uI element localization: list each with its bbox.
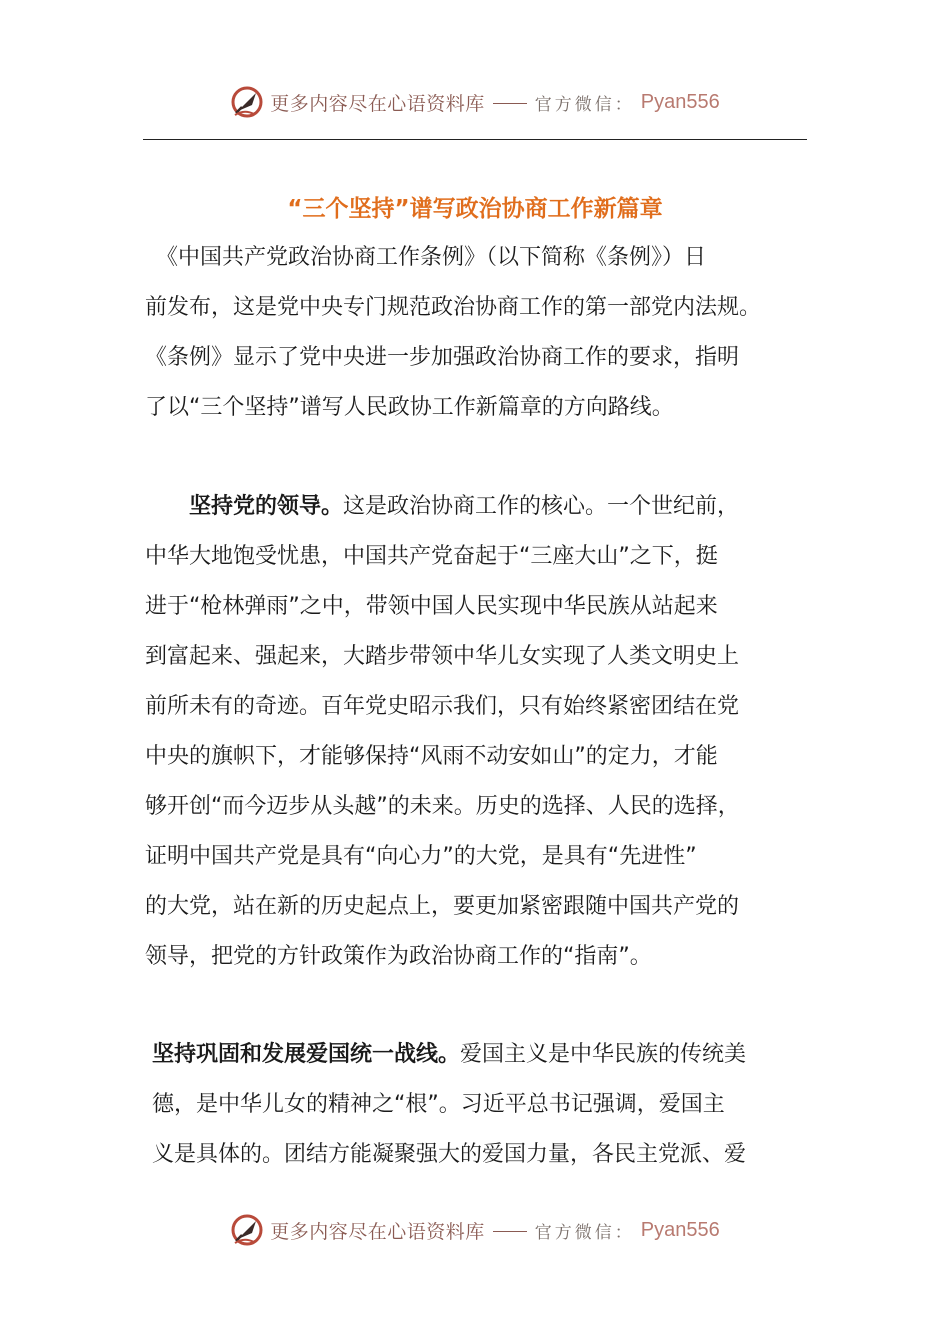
section2-first-line-rest: 爱国主义是中华民族的传统美 xyxy=(460,1042,747,1067)
section1-line: 中华大地饱受忧患，中国共产党奋起于“三座大山”之下，挺 xyxy=(145,544,718,569)
section1-line: 中央的旗帜下，才能够保持“风雨不动安如山”的定力，才能 xyxy=(145,744,718,769)
header-wechat-label: 官方微信： xyxy=(534,94,635,115)
section-united-front xyxy=(152,1030,746,1180)
header-divider xyxy=(143,139,807,140)
header-wechat-id: Pyan556 xyxy=(640,90,720,113)
intro-line: 前发布，这是党中央专门规范政治协商工作的第一部党内法规。 xyxy=(145,295,762,320)
header-banner xyxy=(0,82,950,122)
header-dash xyxy=(493,103,527,104)
footer-banner xyxy=(0,1210,950,1250)
section1-first-line-rest: 这是政治协商工作的核心。一个世纪前， xyxy=(343,494,740,519)
section1-line: 进于“枪林弹雨”之中，带领中国人民实现中华民族从站起来 xyxy=(145,594,718,619)
quill-logo-icon xyxy=(230,1213,264,1247)
intro-line: 《中国共产党政治协商工作条例》（以下简称《条例》）日 xyxy=(145,245,707,270)
section-party-leadership xyxy=(145,482,740,982)
footer-dash xyxy=(493,1231,527,1232)
section2-first-line xyxy=(152,1030,746,1080)
intro-paragraph xyxy=(145,233,761,433)
section1-line: 领导，把党的方针政策作为政治协商工作的“指南”。 xyxy=(145,944,652,969)
section2-line: 德，是中华儿女的精神之“根”。习近平总书记强调，爱国主 xyxy=(152,1092,725,1117)
quill-logo-icon xyxy=(230,85,264,119)
intro-line: 《条例》显示了党中央进一步加强政治协商工作的要求，指明 xyxy=(145,345,740,370)
section1-lead: 坚持党的领导。 xyxy=(189,494,344,519)
header-banner-text: 更多内容尽在心语资料库 xyxy=(270,92,485,115)
footer-wechat-id: Pyan556 xyxy=(640,1218,720,1241)
footer-banner-text: 更多内容尽在心语资料库 xyxy=(270,1220,485,1243)
section2-line: 义是具体的。团结方能凝聚强大的爱国力量，各民主党派、爱 xyxy=(152,1142,747,1167)
section1-line: 够开创“而今迈步从头越”的未来。历史的选择、人民的选择， xyxy=(145,794,740,819)
section1-line: 证明中国共产党是具有“向心力”的大党，是具有“先进性” xyxy=(145,844,697,869)
section1-line: 的大党，站在新的历史起点上，要更加紧密跟随中国共产党的 xyxy=(145,894,740,919)
section1-line: 到富起来、强起来，大踏步带领中华儿女实现了人类文明史上 xyxy=(145,644,740,669)
article-title: “三个坚持”谱写政治协商工作新篇章 xyxy=(287,196,663,222)
section1-first-line xyxy=(145,482,740,532)
section1-line: 前所未有的奇迹。百年党史昭示我们，只有始终紧密团结在党 xyxy=(145,694,740,719)
footer-wechat-label: 官方微信： xyxy=(534,1222,635,1243)
section2-lead: 坚持巩固和发展爱国统一战线。 xyxy=(152,1042,461,1067)
intro-line: 了以“三个坚持”谱写人民政协工作新篇章的方向路线。 xyxy=(145,395,674,420)
